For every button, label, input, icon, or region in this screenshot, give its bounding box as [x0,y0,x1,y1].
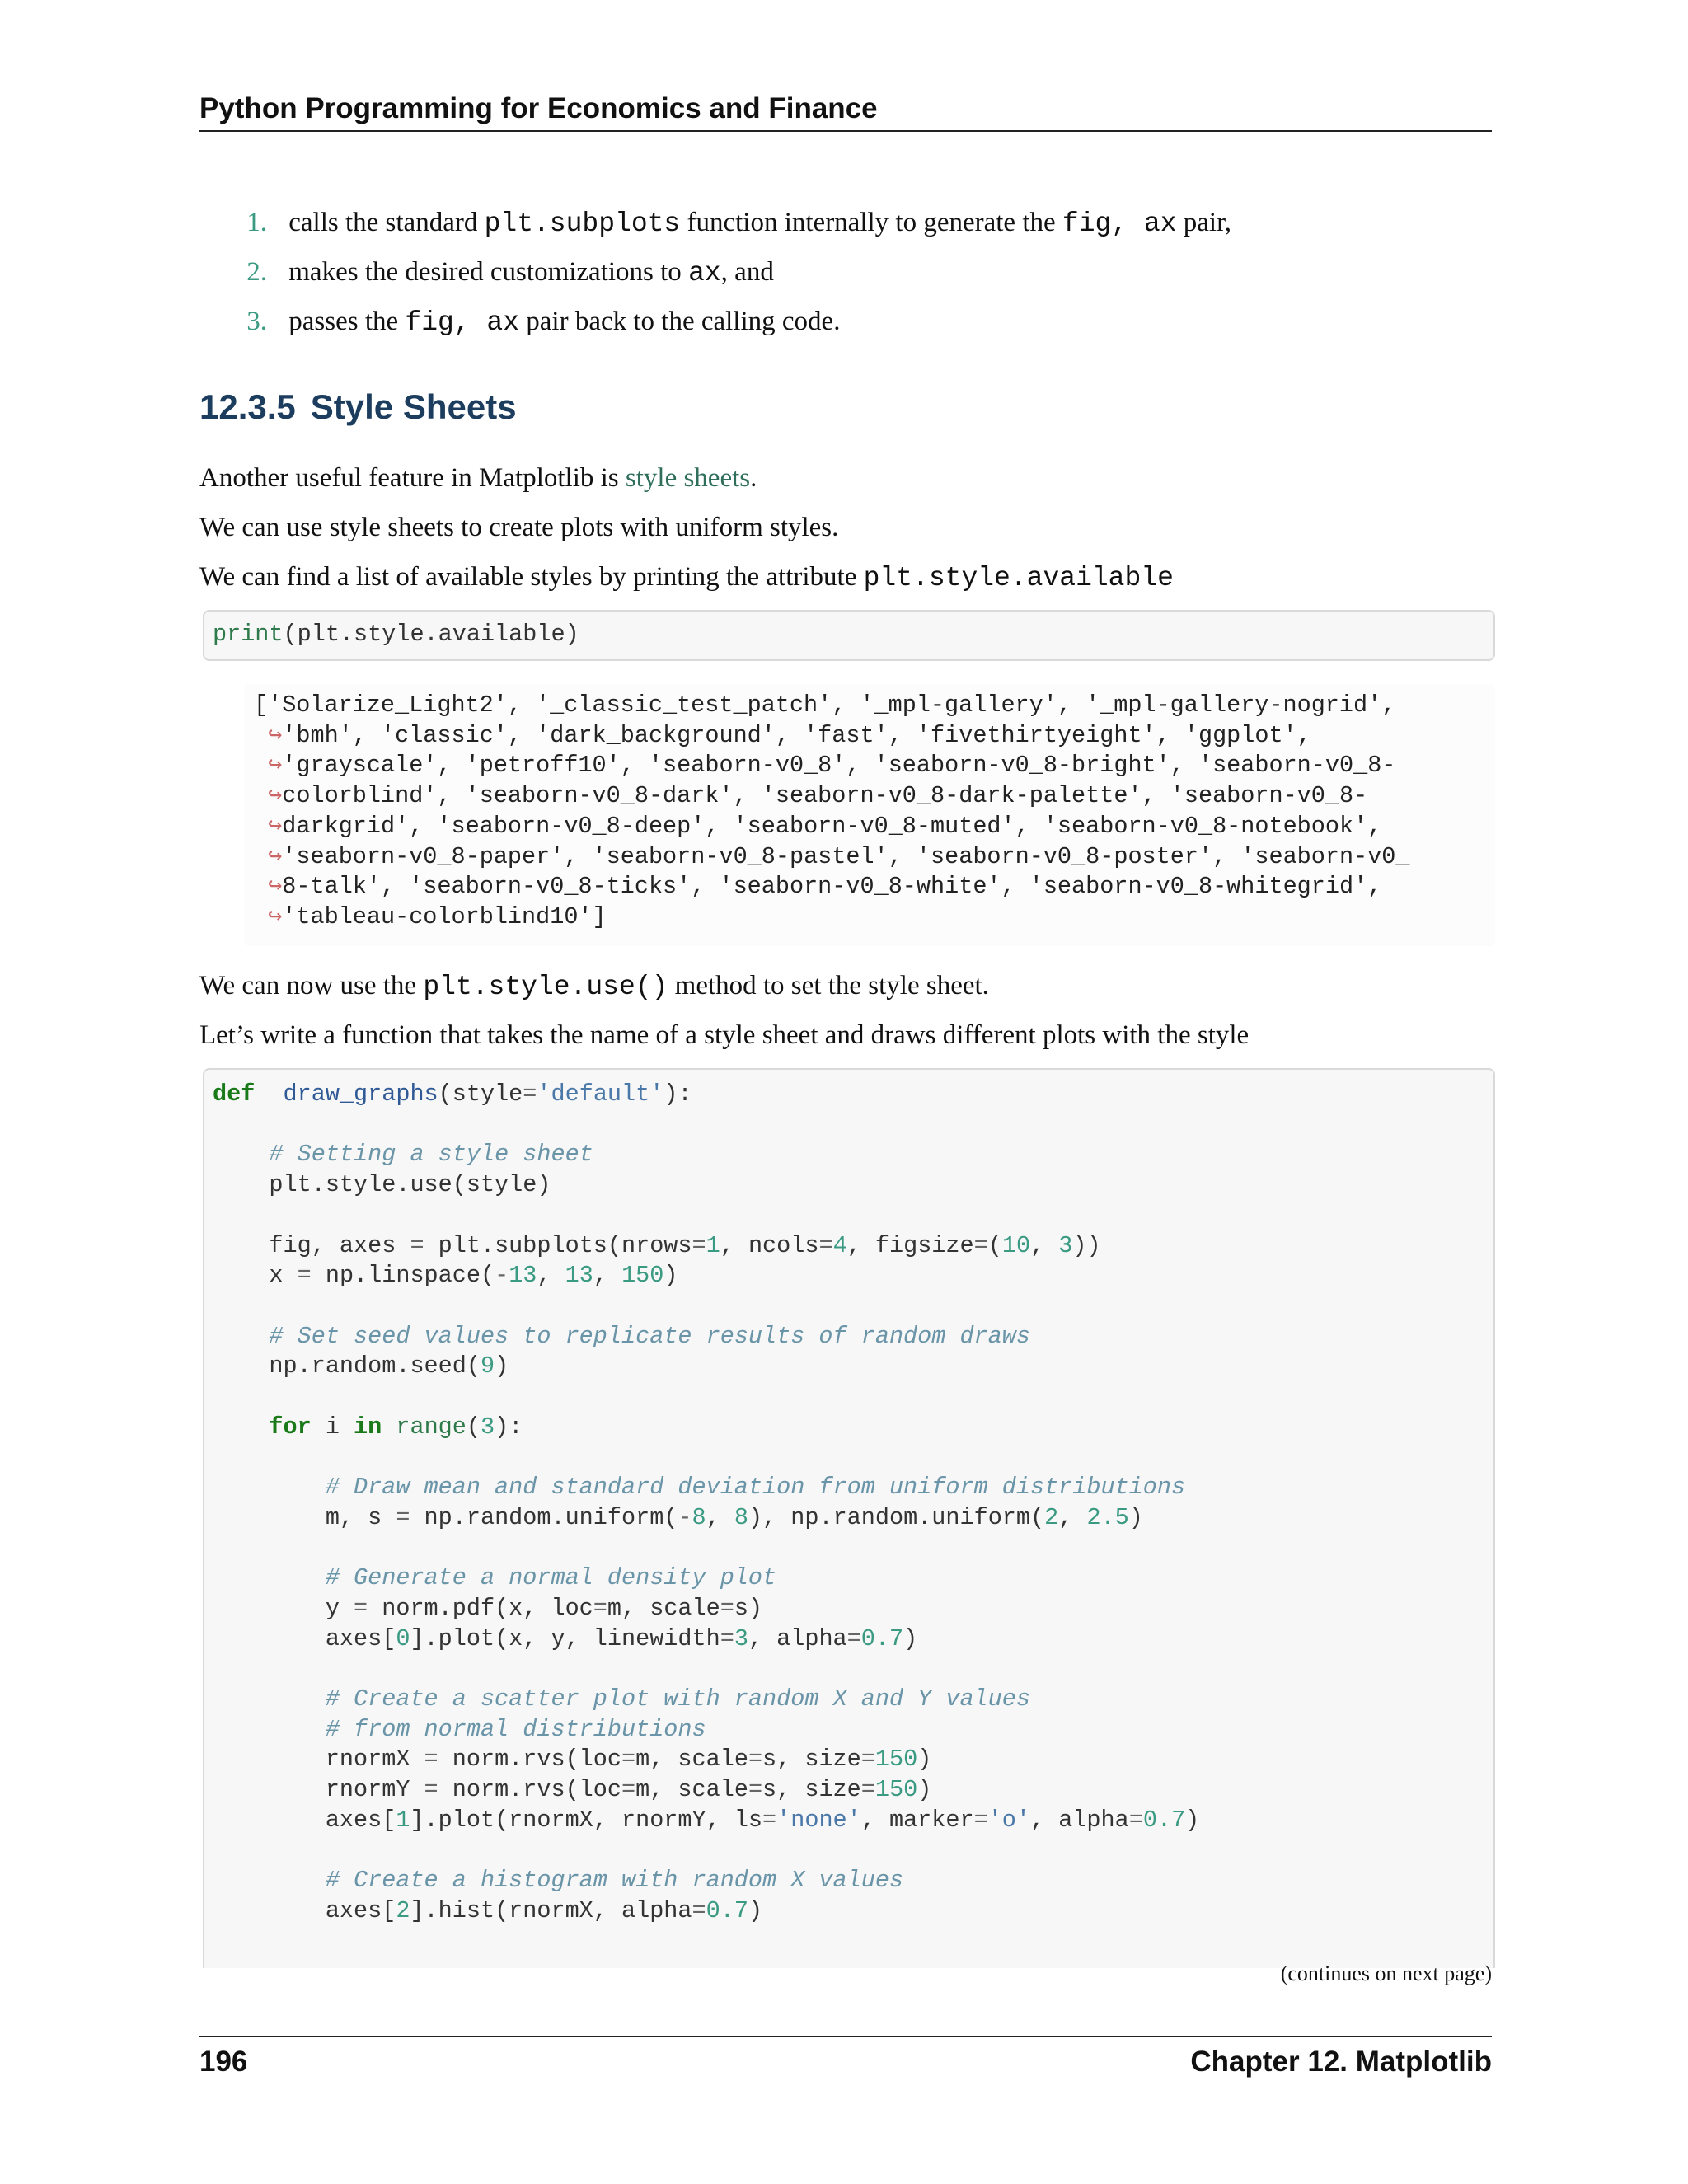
code-token: , [706,1503,734,1531]
code-text [204,1070,1493,1927]
output-line: 'bmh', 'classic', 'dark_background', 'fast', 'fivethirtyeight', 'ggplot', [282,721,1311,749]
paragraph [199,462,1492,494]
output-line: 'tableau-colorblind10'] [282,902,607,930]
code-token: axes[ [213,1896,396,1924]
code-token: 3 [1058,1231,1073,1259]
style-sheets-link[interactable]: style sheets [625,463,751,493]
footer-rule [199,2036,1492,2037]
code-token: = [424,1746,438,1774]
code-token: 10 [1001,1231,1031,1259]
code-token: = [720,1594,734,1622]
header-rule [199,130,1492,132]
output-text [244,684,1495,933]
inline-code: ax [688,258,721,288]
section-title-text: Style Sheets [310,387,517,426]
section-heading [199,387,517,427]
code-token: 1 [706,1231,720,1259]
code-token [213,1716,326,1743]
code-token: = [860,1746,875,1774]
code-token: # Set seed values to replicate results of random draws [269,1322,1030,1350]
code-token: fig, axes [213,1231,410,1259]
code-token: = [621,1776,636,1804]
code-token: - [495,1262,509,1290]
code-token: = [846,1624,861,1652]
inline-code: fig, ax [405,307,520,338]
paragraph [199,560,1492,595]
code-token [213,1867,326,1894]
code-token: ) [917,1746,932,1774]
code-token: y [213,1594,354,1622]
code-block-draw-graphs[interactable] [203,1068,1495,1968]
code-token: 4 [832,1231,847,1259]
code-token: def [213,1080,256,1108]
code-token: 150 [874,1776,918,1804]
list-text: makes the desired customizations to [288,257,689,287]
code-token: = [621,1746,636,1774]
code-token [213,1564,326,1591]
code-token: np.linspace( [311,1262,495,1290]
code-token: 'o' [987,1806,1031,1834]
code-token: ( [987,1231,1002,1259]
code-token: m, s [213,1503,396,1531]
code-token: 150 [621,1262,664,1290]
code-token: 150 [874,1746,918,1774]
paragraph-text: method to set the style sheet. [668,971,989,1001]
code-token: 2 [396,1896,410,1924]
code-builtin: print [213,621,284,648]
code-token: , [1030,1231,1059,1259]
list-text: pair back to the calling code. [519,307,841,336]
code-token: 1 [396,1806,410,1834]
code-token: 8 [734,1503,748,1531]
code-token: = [593,1594,607,1622]
code-token: norm.rvs(loc [438,1776,621,1804]
code-token: range [396,1413,467,1441]
code-token: = [692,1896,706,1924]
output-line: ['Solarize_Light2', '_classic_test_patch', '_mpl-gallery', '_mpl-gallery-nogrid', [254,691,1396,719]
code-token [213,1141,269,1168]
code-output [244,684,1495,946]
code-token: 3 [734,1624,748,1652]
code-token [382,1413,396,1441]
list-number: 3. [246,307,267,336]
line-continuation-icon: ↪ [268,873,283,901]
code-token: ), np.random.uniform( [748,1503,1045,1531]
paragraph [199,969,1492,1004]
code-token: plt.style.use(style) [213,1171,551,1199]
continues-note: (continues on next page) [1280,1961,1492,1985]
code-token: # Create a histogram with random X values [325,1867,904,1895]
output-line: 'seaborn-v0_8-paper', 'seaborn-v0_8-pastel', 'seaborn-v0_8-poster', 'seaborn-v0_ [282,842,1410,870]
code-token: s, size [762,1746,861,1774]
code-token: 0.7 [860,1624,904,1652]
code-token: = [297,1262,312,1290]
code-token: ( [466,1413,481,1441]
code-token: 0 [396,1624,410,1652]
code-token: ) [495,1352,509,1380]
code-token: rnormX [213,1746,424,1774]
code-token: s) [734,1594,763,1622]
code-token: , alpha [1030,1806,1129,1834]
code-token: draw_graphs [283,1080,438,1108]
code-token: = [410,1231,424,1259]
code-token: = [523,1080,537,1108]
code-token: = [720,1624,734,1652]
code-token: 3 [481,1413,495,1441]
code-token: # from normal distributions [325,1715,706,1743]
paragraph: Let’s write a function that takes the name of a style sheet and draws different plots with the style [199,1020,1250,1050]
code-token: - [678,1503,692,1531]
list-text: , and [720,257,774,287]
page-number: 196 [199,2046,248,2078]
code-token: , ncols [720,1231,819,1259]
line-continuation-icon: ↪ [268,812,283,840]
code-token: m, scale [607,1594,720,1622]
code-token: m, scale [635,1746,748,1774]
line-continuation-icon: ↪ [268,782,283,810]
code-token: , alpha [748,1624,847,1652]
code-token: = [818,1231,833,1259]
code-token: ) [903,1624,918,1652]
list-item [199,247,1492,297]
code-token: 2.5 [1086,1503,1129,1531]
output-line: 8-talk', 'seaborn-v0_8-ticks', 'seaborn-v0_8-white', 'seaborn-v0_8-whitegrid', [282,873,1382,901]
code-token: i [311,1413,354,1441]
list-number: 2. [246,257,267,287]
code-token: (style [438,1080,523,1108]
code-token: s, size [762,1776,861,1804]
code-token: np.random.seed( [213,1352,481,1380]
code-token: , marker [860,1806,974,1834]
code-token: in [354,1413,382,1441]
line-continuation-icon: ↪ [268,721,283,749]
paragraph-text: We can now use the [199,971,424,1001]
code-token: , [1058,1503,1087,1531]
code-token: , figsize [846,1231,974,1259]
output-line: darkgrid', 'seaborn-v0_8-deep', 'seaborn-v0_8-muted', 'seaborn-v0_8-notebook', [282,812,1382,840]
inline-code: fig, ax [1062,209,1177,239]
code-token: = [973,1231,988,1259]
code-token: np.random.uniform( [410,1503,678,1531]
line-continuation-icon: ↪ [268,752,283,780]
inline-code: plt.style.use() [423,972,668,1002]
section-number: 12.3.5 [199,387,296,426]
code-token: = [692,1231,706,1259]
code-token: 0.7 [706,1896,748,1924]
code-token: 13 [509,1262,537,1290]
code-token: 8 [692,1503,706,1531]
code-token: plt.subplots(nrows [424,1231,692,1259]
paragraph: We can use style sheets to create plots with uniform styles. [199,513,839,542]
inline-code: plt.style.available [863,563,1174,593]
list-text: pair, [1176,208,1232,237]
list-item [199,198,1492,247]
chapter-label: Chapter 12. Matplotlib [1190,2046,1492,2078]
code-token: norm.rvs(loc [438,1746,621,1774]
code-token: = [424,1776,438,1804]
code-token: 'none' [776,1806,861,1834]
code-token [213,1413,269,1441]
code-token: 9 [480,1352,495,1380]
code-token: # Create a scatter plot with random X and Y values [325,1685,1030,1713]
code-token: # Setting a style sheet [269,1141,593,1169]
code-token: = [860,1776,875,1804]
code-token [213,1685,326,1713]
line-continuation-icon: ↪ [268,842,283,870]
list-text: calls the standard [288,208,485,237]
code-token: 'default' [537,1080,664,1108]
paragraph-text: . [750,463,757,493]
code-token: )) [1072,1231,1101,1259]
code-token: ): [663,1080,692,1108]
code-token [213,1323,269,1350]
code-token: ].plot(x, y, linewidth [410,1624,720,1652]
numbered-list [199,198,1492,346]
code-token: ) [1185,1806,1200,1834]
code-token: ].hist(rnormX, alpha [410,1896,692,1924]
code-token: ].plot(rnormX, rnormY, ls [410,1806,763,1834]
code-token: , [593,1262,622,1290]
code-block-print[interactable] [203,610,1495,661]
code-token: ) [917,1776,932,1804]
code-token: axes[ [213,1806,396,1834]
list-text: passes the [288,307,406,336]
paragraph-text: We can find a list of available styles by printing the attribute [199,562,864,592]
code-token: 13 [565,1262,593,1290]
line-continuation-icon: ↪ [268,902,283,930]
code-token: 0.7 [1142,1806,1186,1834]
code-token: ) [663,1262,678,1290]
code-token: ): [495,1413,523,1441]
code-token: norm.pdf(x, loc [368,1594,593,1622]
list-item [199,297,1492,346]
code-token: 2 [1044,1503,1059,1531]
paragraph-text: Another useful feature in Matplotlib is [199,463,626,493]
code-token: = [748,1746,763,1774]
code-token: # Draw mean and standard deviation from uniform distributions [325,1474,1186,1502]
list-number: 1. [246,208,267,237]
code-token: m, scale [635,1776,748,1804]
code-token: = [973,1806,988,1834]
output-line: 'grayscale', 'petroff10', 'seaborn-v0_8', 'seaborn-v0_8-bright', 'seaborn-v0_8- [282,752,1396,780]
code-text: (plt.style.available) [283,621,579,648]
code-token [213,1474,326,1501]
code-token: ) [1128,1503,1143,1531]
output-line: colorblind', 'seaborn-v0_8-dark', 'seaborn-v0_8-dark-palette', 'seaborn-v0_8- [282,782,1368,810]
inline-code: plt.subplots [484,209,681,239]
list-text: function internally to generate the [680,208,1062,237]
code-token: # Generate a normal density plot [325,1564,777,1592]
code-token: = [1128,1806,1143,1834]
code-token: rnormY [213,1776,424,1804]
code-token [255,1080,283,1108]
code-token: ) [748,1896,763,1924]
code-token: = [762,1806,777,1834]
code-token: = [396,1503,410,1531]
running-header: Python Programming for Economics and Finance [199,92,878,124]
code-token: axes[ [213,1624,396,1652]
code-token: = [354,1594,368,1622]
code-token: for [269,1413,312,1441]
code-token: , [537,1262,565,1290]
code-token: = [748,1776,763,1804]
code-token: x [213,1262,298,1290]
